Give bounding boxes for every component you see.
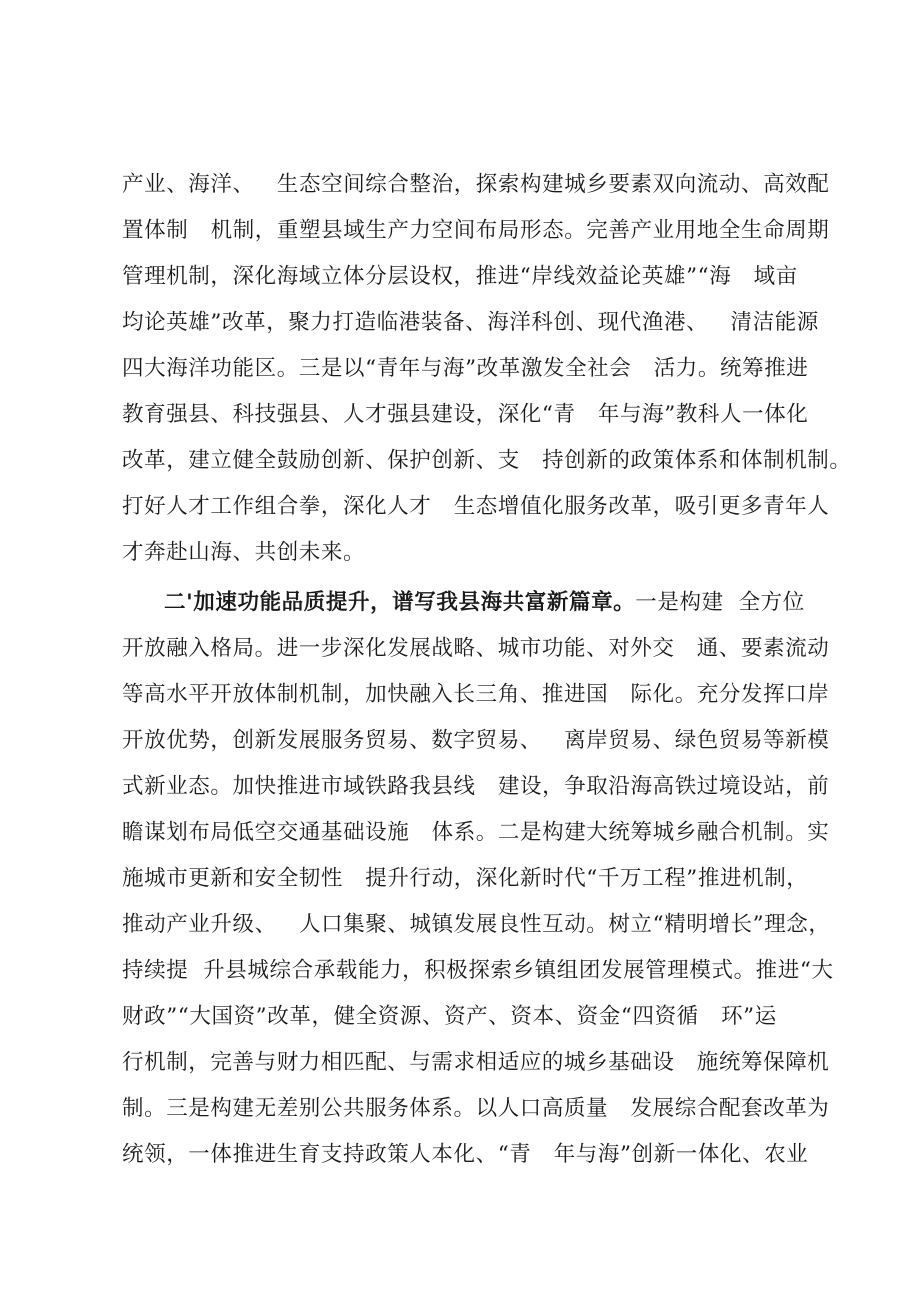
paragraph-1-line-1: 产业、海洋、 生态空间综合整治，探索构建城乡要素双向流动、高效配 [122,172,830,197]
paragraph-2-line-1 [164,580,920,626]
paragraph-2-line-5: 式新业态。加快推进市域铁路我县线 建设，争取沿海高铁过境设站，前 [122,774,830,799]
paragraph-1-line-4: 均论英雄”改革，聚力打造临港装备、海洋科创、现代渔港、 清洁能源 [122,310,819,335]
paragraph-1-line-5: 四大海洋功能区。三是以“青年与海”改革激发全社会 活力。统筹推进 [122,356,809,381]
paragraph-2-line-9: 持续提 升县城综合承载能力，积极探索乡镇组团发展管理模式。推进“大 [122,958,834,983]
paragraph-2-line-10: 财政”“大国资”改革，健全资源、资产、资本、资金“四资循 环”运 [122,1004,777,1029]
paragraph-2-line-7: 施城市更新和安全韧性 提升行动，深化新时代“千万工程”推进机制， [122,866,809,891]
paragraph-2-line-6: 瞻谋划布局低空交通基础设施 体系。二是构建大统筹城乡融合机制。实 [122,820,830,845]
paragraph-1-line-8: 打好人才工作组合拳，深化人才 生态增值化服务改革，吸引更多青年人 [122,494,830,519]
paragraph-2-line-1-rest: 一是构建 全方位 [635,590,805,615]
paragraph-1-line-9: 才奔赴山海、共创未来。 [122,540,366,565]
paragraph-2-line-12: 制。三是构建无差别公共服务体系。以人口高质量 发展综合配套改革为 [122,1096,830,1121]
paragraph-2-line-13: 统领，一体推进生育支持政策人本化、“青 年与海”创新一体化、农业 [122,1142,809,1167]
section-heading: 二'加速功能品质提升，谱写我县海共富新篇章。 [164,590,636,615]
paragraph-1-line-2: 置体制 机制，重塑县域生产力空间布局形态。完善产业用地全生命周期 [122,218,830,243]
paragraph-2-line-2: 开放融入格局。进一步深化发展战略、城市功能、对外交 通、要素流动 [122,636,830,661]
paragraph-2-line-8: 推动产业升级、 人口集聚、城镇发展良性互动。树立“精明增长”理念， [122,912,831,937]
paragraph-2-line-3: 等高水平开放体制机制，加快融入长三角、推进国 际化。充分发挥口岸 [122,682,830,707]
paragraph-1-line-7: 改革，建立健全鼓励创新、保护创新、支 持创新的政策体系和体制机制。 [122,448,852,473]
paragraph-1-line-3: 管理机制，深化海域立体分层设权，推进“岸线效益论英雄”“海 域亩 [122,264,798,289]
paragraph-2-line-11: 行机制，完善与财力相匹配、与需求相适应的城乡基础设 施统筹保障机 [122,1050,830,1075]
paragraph-1-line-6: 教育强县、科技强县、人才强县建设，深化“青 年与海”教科人一体化 [122,402,809,427]
paragraph-2-line-4: 开放优势，创新发展服务贸易、数字贸易、 离岸贸易、绿色贸易等新模 [122,728,830,753]
